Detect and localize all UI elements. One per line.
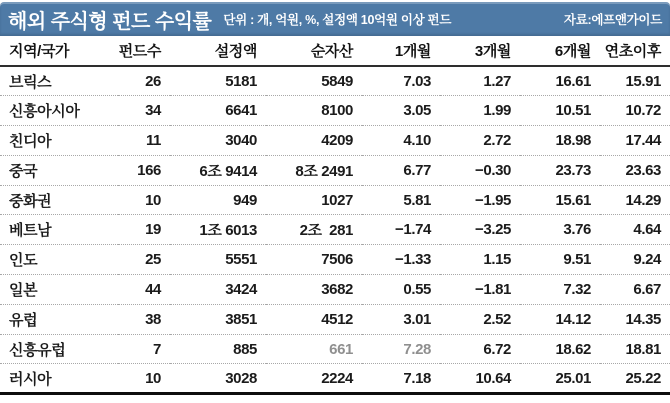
value-cell: 18.98	[520, 126, 600, 156]
value-cell: 2224	[321, 369, 353, 387]
source-credit: 자료:에프앤가이드	[563, 13, 662, 27]
value-cell: 661	[266, 334, 362, 364]
value-cell: 25.01	[555, 369, 591, 387]
value-cell: 10	[118, 185, 170, 215]
value-cell: 949	[170, 185, 266, 215]
value-cell: 9.24	[600, 245, 670, 275]
value-cell: 23.73	[520, 155, 600, 185]
value-cell: 1.27	[440, 66, 520, 96]
table-row	[0, 155, 670, 185]
value-cell: 4209	[266, 126, 362, 156]
value-cell: 9.51	[520, 245, 600, 275]
value-cell: 6.72	[440, 334, 520, 364]
table-row	[0, 185, 670, 215]
value-cell: 7.32	[520, 275, 600, 305]
value-cell: 7.18	[403, 369, 431, 387]
value-cell: 5849	[266, 66, 362, 96]
value-cell: 3851	[170, 304, 266, 334]
value-cell: 7.03	[362, 66, 440, 96]
column-header-7: 연초이후	[600, 36, 670, 66]
value-cell: 3.05	[362, 96, 440, 126]
value-cell: 0.55	[362, 275, 440, 305]
value-cell: 3.76	[520, 215, 600, 245]
value-cell: 3682	[266, 275, 362, 305]
value-cell: 1027	[266, 185, 362, 215]
value-cell: 10.51	[520, 96, 600, 126]
region-cell: 러시아	[9, 370, 52, 388]
region-cell: 친디아	[0, 126, 118, 156]
value-cell: 7.28	[362, 334, 440, 364]
value-cell: 25.22	[625, 369, 661, 387]
value-cell: 11	[118, 126, 170, 156]
value-cell: 10.64	[475, 369, 511, 387]
value-cell: 3424	[170, 275, 266, 305]
value-cell: −1.33	[362, 245, 440, 275]
value-cell: 1.99	[440, 96, 520, 126]
column-header-4: 1개월	[362, 36, 440, 66]
fund-returns-table	[0, 36, 670, 395]
value-cell: 6조 9414	[170, 155, 266, 185]
page-title: 해외 주식형 펀드 수익률	[8, 10, 212, 33]
value-cell: 1조 6013	[170, 215, 266, 245]
table-row	[0, 364, 670, 394]
unit-note: 단위 : 개, 억원, %, 설정액 10억원 이상 펀드	[223, 13, 452, 27]
value-cell: −1.95	[440, 185, 520, 215]
value-cell: −1.81	[440, 275, 520, 305]
value-cell: 7506	[266, 245, 362, 275]
region-cell: 인도	[0, 245, 118, 275]
column-header-0: 지역/국가	[0, 36, 118, 66]
value-cell: 14.29	[600, 185, 670, 215]
table-row	[0, 126, 670, 156]
value-cell: 1.15	[440, 245, 520, 275]
value-cell: 10.72	[600, 96, 670, 126]
header-row	[0, 36, 670, 66]
value-cell: 5181	[170, 66, 266, 96]
value-cell: −0.30	[440, 155, 520, 185]
value-cell: 2조 281	[266, 215, 362, 245]
value-cell: 14.12	[520, 304, 600, 334]
value-cell: 10	[145, 369, 161, 387]
region-cell: 중화권	[0, 185, 118, 215]
value-cell: 5551	[170, 245, 266, 275]
column-header-5: 3개월	[440, 36, 520, 66]
title-bar	[0, 2, 670, 36]
value-cell: 885	[170, 334, 266, 364]
value-cell: 8조 2491	[266, 155, 362, 185]
value-cell: 38	[118, 304, 170, 334]
value-cell: 6641	[170, 96, 266, 126]
table-row	[0, 215, 670, 245]
value-cell: 4.10	[362, 126, 440, 156]
value-cell: 2.72	[440, 126, 520, 156]
value-cell: 6.77	[362, 155, 440, 185]
region-cell: 중국	[0, 155, 118, 185]
region-cell: 베트남	[0, 215, 118, 245]
value-cell: 4512	[266, 304, 362, 334]
value-cell: 26	[118, 66, 170, 96]
value-cell: 15.91	[600, 66, 670, 96]
value-cell: 8100	[266, 96, 362, 126]
value-cell: 3028	[225, 369, 257, 387]
value-cell: 34	[118, 96, 170, 126]
value-cell: 23.63	[600, 155, 670, 185]
column-header-3: 순자산	[266, 36, 362, 66]
table-row	[0, 334, 670, 364]
column-header-2: 설정액	[170, 36, 266, 66]
region-cell: 브릭스	[0, 66, 118, 96]
value-cell: 17.44	[600, 126, 670, 156]
value-cell: 18.81	[600, 334, 670, 364]
value-cell: 14.35	[600, 304, 670, 334]
region-cell: 일본	[0, 275, 118, 305]
value-cell: 4.64	[600, 215, 670, 245]
table-row	[0, 275, 670, 305]
value-cell: 166	[118, 155, 170, 185]
value-cell: 19	[118, 215, 170, 245]
column-header-6: 6개월	[520, 36, 600, 66]
value-cell: −1.74	[362, 215, 440, 245]
table-row	[0, 66, 670, 96]
table-row	[0, 304, 670, 334]
value-cell: 44	[118, 275, 170, 305]
table-body	[0, 66, 670, 394]
value-cell: 25	[118, 245, 170, 275]
table-row	[0, 96, 670, 126]
region-cell: 신흥아시아	[0, 96, 118, 126]
value-cell: 15.61	[520, 185, 600, 215]
value-cell: 7	[118, 334, 170, 364]
value-cell: 3040	[170, 126, 266, 156]
region-cell: 신흥유럽	[0, 334, 118, 364]
value-cell: 3.01	[362, 304, 440, 334]
value-cell: 16.61	[520, 66, 600, 96]
value-cell: −3.25	[440, 215, 520, 245]
table-row	[0, 245, 670, 275]
value-cell: 2.52	[440, 304, 520, 334]
column-header-1: 펀드수	[118, 36, 170, 66]
region-cell: 유럽	[0, 304, 118, 334]
value-cell: 5.81	[362, 185, 440, 215]
value-cell: 6.67	[600, 275, 670, 305]
value-cell: 18.62	[520, 334, 600, 364]
